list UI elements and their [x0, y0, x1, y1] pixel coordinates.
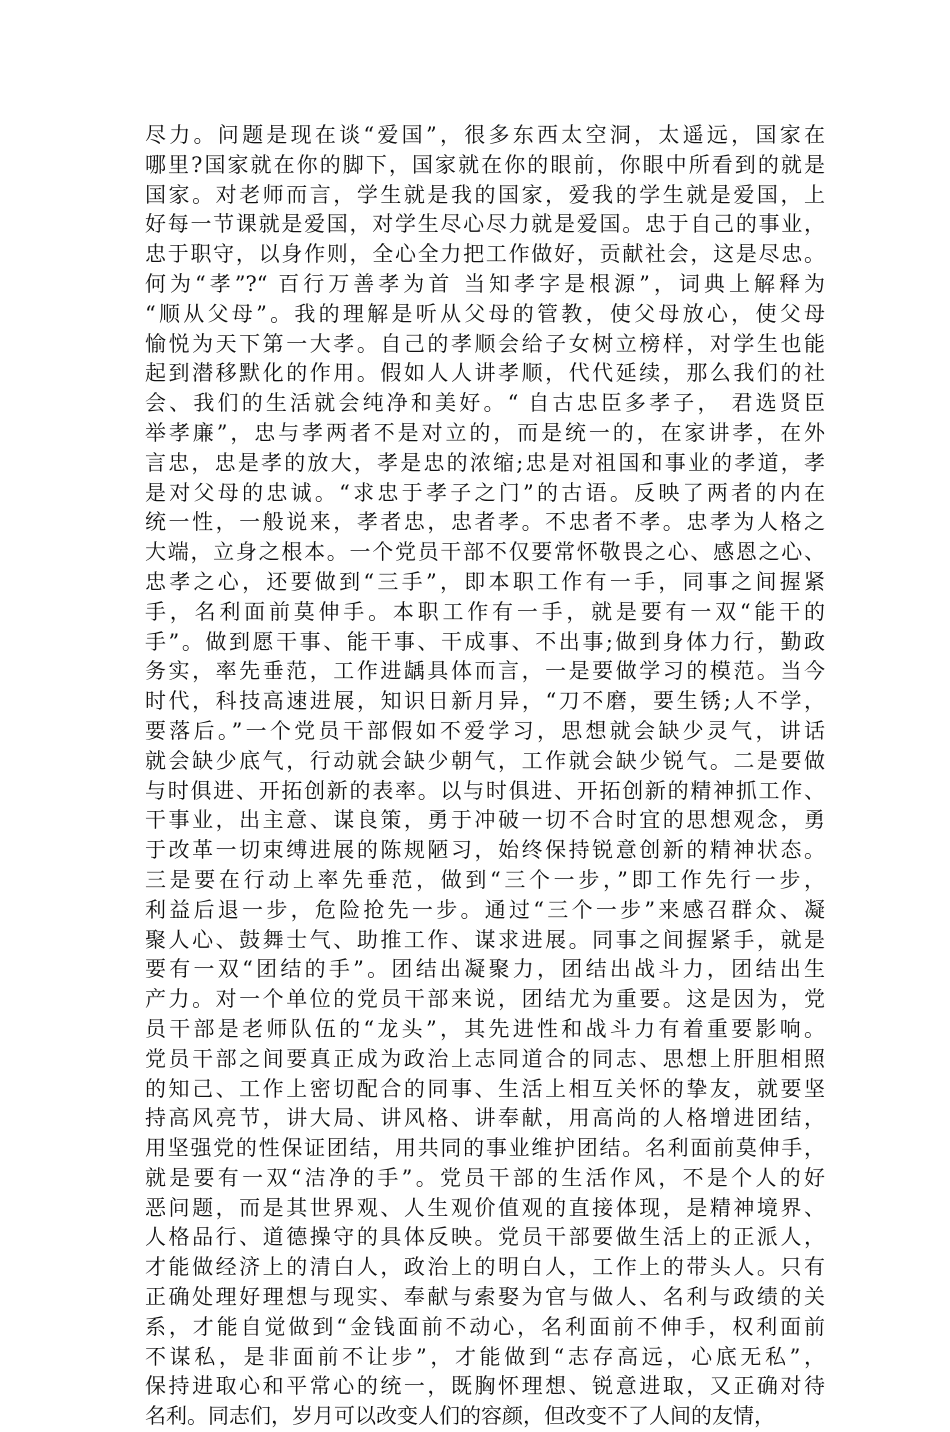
text-line: 尽力。问题是现在谈“爱国”，很多东西太空洞，太遥远，国家在: [145, 123, 825, 147]
text-line: 用坚强党的性保证团结，用共同的事业维护团结。名利面前莫伸手，: [145, 1136, 825, 1161]
text-line: 要有一双“团结的手”。团结出凝聚力，团结出战斗力，团结出生: [145, 957, 825, 982]
text-line: 才能做经济上的清白人，政治上的明白人，工作上的带头人。只有: [145, 1255, 825, 1280]
text-line: 持高风亮节，讲大局、讲风格、讲奉献，用高尚的人格增进团结，: [145, 1106, 825, 1131]
text-line: 好每一节课就是爱国，对学生尽心尽力就是爱国。忠于自己的事业，: [145, 212, 825, 237]
text-line: 党员干部之间要真正成为政治上志同道合的同志、思想上肝胆相照: [145, 1046, 825, 1071]
text-line: 与时俱进、开拓创新的表率。以与时俱进、开拓创新的精神抓工作、: [145, 778, 825, 803]
text-line: 干事业，出主意、谋良策，勇于冲破一切不合时宜的思想观念，勇: [145, 808, 825, 833]
text-line: 于改革一切束缚进展的陈规陋习，始终保持锐意创新的精神状态。: [145, 838, 825, 863]
text-line: 利益后退一步，危险抢先一步。通过“三个一步”来感召群众、凝: [145, 897, 825, 922]
text-line: 名利。同志们，岁月可以改变人们的容颜，但改变不了人间的友情，: [145, 1404, 775, 1429]
text-line: 时代，科技高速进展，知识日新月异，“刀不磨，要生锈;人不学，: [145, 689, 825, 714]
text-line: “顺从父母”。我的理解是听从父母的管教，使父母放心，使父母: [145, 301, 825, 326]
text-line: 手”。做到愿干事、能干事、干成事、不出事;做到身体力行，勤政: [145, 629, 825, 654]
text-line: 就是要有一双“洁净的手”。党员干部的生活作风，不是个人的好: [145, 1165, 825, 1190]
text-line: 国家。对老师而言，学生就是我的国家，爱我的学生就是爱国，上: [145, 182, 825, 207]
text-line: 员干部是老师队伍的“龙头”，其先进性和战斗力有着重要影响。: [145, 1016, 825, 1041]
text-line: 的知己、工作上密切配合的同事、生活上相互关怀的挚友，就要坚: [145, 1076, 825, 1101]
text-line: 正确处理好理想与现实、奉献与索娶为官与做人、名利与政绩的关: [145, 1285, 825, 1310]
text-line: 人格品行、道德操守的具体反映。党员干部要做生活上的正派人，: [145, 1225, 825, 1250]
text-line: 何为“孝”?“ 百行万善孝为首 当知孝字是根源”，词典上解释为: [145, 271, 825, 296]
body-text: [145, 121, 825, 1432]
text-line: 哪里?国家就在你的脚下，国家就在你的眼前，你眼中所看到的就是: [145, 152, 825, 177]
text-line: 愉悦为天下第一大孝。自己的孝顺会给子女树立榜样，对学生也能: [145, 331, 825, 356]
text-line: 统一性，一般说来，孝者忠，忠者孝。不忠者不孝。忠孝为人格之: [145, 510, 825, 535]
text-line: 忠孝之心，还要做到“三手”，即本职工作有一手，同事之间握紧: [145, 569, 825, 594]
text-line: 不谋私，是非面前不让步”，才能做到“志存高远，心底无私”，: [145, 1344, 825, 1369]
text-line: 举孝廉”，忠与孝两者不是对立的，而是统一的，在家讲孝，在外: [145, 420, 825, 445]
text-line: 恶问题，而是其世界观、人生观价值观的直接体现，是精神境界、: [145, 1195, 825, 1220]
text-line: 起到潜移默化的作用。假如人人讲孝顺，代代延续，那么我们的社: [145, 361, 825, 386]
text-line: 言忠，忠是孝的放大，孝是忠的浓缩;忠是对祖国和事业的孝道，孝: [145, 450, 825, 475]
text-line: 聚人心、鼓舞士气、助推工作、谋求进展。同事之间握紧手，就是: [145, 927, 825, 952]
text-line: 要落后。”一个党员干部假如不爱学习，思想就会缺少灵气，讲话: [145, 718, 825, 743]
text-line: 务实，率先垂范，工作进龋具体而言，一是要做学习的模范。当今: [145, 659, 825, 684]
text-line: 系，才能自觉做到“金钱面前不动心，名利面前不伸手，权利面前: [145, 1314, 825, 1339]
text-line: 三是要在行动上率先垂范，做到“三个一步，”即工作先行一步，: [145, 867, 825, 892]
text-line: 是对父母的忠诚。“求忠于孝子之门”的古语。反映了两者的内在: [145, 480, 825, 505]
text-line: 保持进取心和平常心的统一，既胸怀理想、锐意进取，又正确对待: [145, 1374, 825, 1399]
text-line: 会、我们的生活就会纯净和美好。“ 自古忠臣多孝子， 君选贤臣: [145, 391, 825, 416]
text-line: 忠于职守，以身作则，全心全力把工作做好，贡献社会，这是尽忠。: [145, 242, 825, 267]
text-line: 就会缺少底气，行动就会缺少朝气，工作就会缺少锐气。二是要做: [145, 748, 825, 773]
text-line: 大端，立身之根本。一个党员干部不仅要常怀敬畏之心、感恩之心、: [145, 540, 825, 565]
text-line: 产力。对一个单位的党员干部来说，团结尤为重要。这是因为，党: [145, 987, 825, 1012]
text-line: 手，名利面前莫伸手。本职工作有一手，就是要有一双“能干的: [145, 599, 825, 624]
